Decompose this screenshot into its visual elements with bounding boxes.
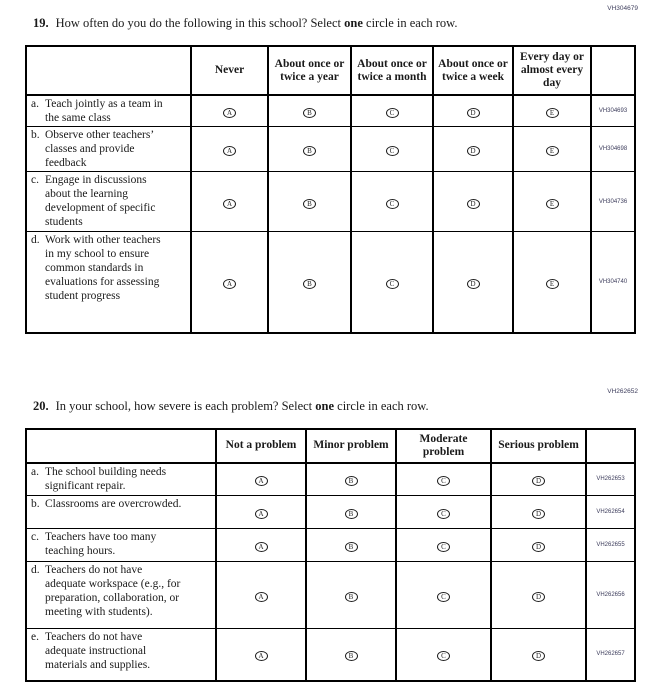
option-cell <box>351 95 433 127</box>
row-letter: b. <box>31 498 40 510</box>
question-20-table <box>25 428 636 682</box>
question-20-suffix: circle in each row. <box>334 398 429 413</box>
option-cell <box>191 95 268 127</box>
table-row <box>26 629 635 681</box>
question-20-section <box>0 387 649 682</box>
table-row <box>26 172 635 232</box>
table-row <box>26 95 635 127</box>
option-circle-a[interactable]: A <box>255 592 268 602</box>
code-column-header <box>591 46 635 95</box>
row-label-text: Classrooms are overcrowded. <box>45 498 182 510</box>
question-20-accession-code: VH262652 <box>607 387 638 395</box>
option-circle-c[interactable]: C <box>386 146 399 156</box>
option-circle-c[interactable]: C <box>386 108 399 118</box>
row-label <box>26 95 191 127</box>
option-cell <box>513 232 591 333</box>
option-circle-a[interactable]: A <box>255 509 268 519</box>
question-19-accession-code: VH304679 <box>607 5 638 12</box>
option-circle-c[interactable]: C <box>437 651 450 661</box>
row-label <box>26 529 216 562</box>
question-19-suffix: circle in each row. <box>362 16 458 30</box>
option-circle-c[interactable]: C <box>437 592 450 602</box>
column-header: About once or twice a month <box>351 46 433 95</box>
option-circle-c[interactable]: C <box>437 509 450 519</box>
row-label-text: Teachers do not have adequate workspace (e.g., for preparation, collaboration, or meeting with students). <box>45 564 181 618</box>
row-letter: c. <box>31 531 39 543</box>
option-circle-b[interactable]: B <box>303 146 316 156</box>
option-circle-d[interactable]: D <box>532 476 545 486</box>
option-circle-a[interactable]: A <box>223 108 236 118</box>
row-letter: b. <box>31 129 40 141</box>
option-cell <box>306 463 396 496</box>
option-cell <box>433 232 513 333</box>
table-row <box>26 529 635 562</box>
row-letter: c. <box>31 174 39 186</box>
question-20-number: 20. <box>33 398 49 413</box>
column-header: Never <box>191 46 268 95</box>
table-row <box>26 127 635 172</box>
option-circle-a[interactable]: A <box>223 146 236 156</box>
option-cell <box>491 496 586 529</box>
option-circle-b[interactable]: B <box>345 476 358 486</box>
option-cell <box>351 127 433 172</box>
question-20-prefix: In your school, how severe is each problem? Select <box>55 398 316 413</box>
option-cell <box>433 172 513 232</box>
row-label <box>26 463 216 496</box>
row-label-text: Work with other teachers in my school to ensure common standards in evaluations for assessing student progress <box>45 234 161 302</box>
option-circle-b[interactable]: B <box>345 509 358 519</box>
option-cell <box>306 562 396 629</box>
option-cell <box>216 562 306 629</box>
option-cell <box>268 95 351 127</box>
column-header: Moderate problem <box>396 429 491 463</box>
option-cell <box>396 463 491 496</box>
question-19-prefix: How often do you do the following in this school? Select <box>55 16 345 30</box>
option-circle-a[interactable]: A <box>223 279 236 289</box>
option-cell <box>268 232 351 333</box>
option-circle-c[interactable]: C <box>437 476 450 486</box>
row-code: VH262654 <box>586 496 635 529</box>
row-label <box>26 629 216 681</box>
question-20-text <box>33 399 635 414</box>
option-circle-b[interactable]: B <box>303 108 316 118</box>
option-circle-e[interactable]: E <box>546 279 559 289</box>
row-label-text: Teach jointly as a team in the same class <box>45 98 163 124</box>
option-circle-d[interactable]: D <box>532 651 545 661</box>
row-letter: d. <box>31 564 40 576</box>
option-circle-b[interactable]: B <box>303 199 316 209</box>
column-header: Serious problem <box>491 429 586 463</box>
option-cell <box>306 529 396 562</box>
option-circle-d[interactable]: D <box>532 542 545 552</box>
question-19-bold-word: one <box>344 16 363 30</box>
option-circle-a[interactable]: A <box>255 651 268 661</box>
option-cell <box>351 172 433 232</box>
table-row <box>26 562 635 629</box>
column-header: Not a problem <box>216 429 306 463</box>
row-letter: a. <box>31 98 39 110</box>
option-cell <box>396 496 491 529</box>
option-cell <box>306 496 396 529</box>
table-row <box>26 463 635 496</box>
column-header: Every day or almost every day <box>513 46 591 95</box>
option-circle-b[interactable]: B <box>345 592 358 602</box>
option-circle-a[interactable]: A <box>255 542 268 552</box>
row-label-text: The school building needs significant repair. <box>45 465 167 492</box>
table-row <box>26 232 635 333</box>
option-circle-d[interactable]: D <box>467 108 480 118</box>
option-circle-e[interactable]: E <box>546 199 559 209</box>
option-circle-e[interactable]: E <box>546 146 559 156</box>
question-19-number: 19. <box>33 16 49 30</box>
corner-cell <box>26 46 191 95</box>
row-label <box>26 562 216 629</box>
row-code: VH304740 <box>591 232 635 333</box>
row-label <box>26 172 191 232</box>
option-circle-a[interactable]: A <box>255 476 268 486</box>
option-cell <box>396 562 491 629</box>
option-cell <box>216 496 306 529</box>
option-circle-b[interactable]: B <box>345 651 358 661</box>
question-19-section <box>0 0 649 334</box>
option-circle-d[interactable]: D <box>467 146 480 156</box>
option-cell <box>216 529 306 562</box>
column-header: About once or twice a year <box>268 46 351 95</box>
row-code: VH304693 <box>591 95 635 127</box>
row-code: VH262656 <box>586 562 635 629</box>
row-letter: a. <box>31 465 39 478</box>
option-cell <box>513 95 591 127</box>
option-cell <box>191 127 268 172</box>
option-cell <box>513 127 591 172</box>
option-cell <box>351 232 433 333</box>
option-cell <box>216 463 306 496</box>
corner-cell <box>26 429 216 463</box>
option-circle-c[interactable]: C <box>386 279 399 289</box>
option-circle-d[interactable]: D <box>467 199 480 209</box>
row-code: VH304736 <box>591 172 635 232</box>
option-cell <box>513 172 591 232</box>
option-circle-c[interactable]: C <box>437 542 450 552</box>
row-label <box>26 232 191 333</box>
option-cell <box>491 562 586 629</box>
table-row <box>26 496 635 529</box>
row-letter: e. <box>31 631 39 643</box>
option-cell <box>433 95 513 127</box>
option-circle-c[interactable]: C <box>386 199 399 209</box>
option-cell <box>216 629 306 681</box>
row-label <box>26 127 191 172</box>
row-code: VH262655 <box>586 529 635 562</box>
row-label-text: Teachers do not have adequate instructional materials and supplies. <box>45 631 151 671</box>
option-cell <box>433 127 513 172</box>
option-cell <box>491 463 586 496</box>
row-label-text: Engage in discussions about the learning development of specific students <box>45 174 156 228</box>
row-letter: d. <box>31 234 40 246</box>
option-circle-d[interactable]: D <box>532 509 545 519</box>
option-cell <box>306 629 396 681</box>
row-code: VH262657 <box>586 629 635 681</box>
question-19-table <box>25 45 636 334</box>
option-cell <box>191 232 268 333</box>
option-cell <box>268 127 351 172</box>
question-20-bold-word: one <box>315 398 335 413</box>
option-cell <box>491 529 586 562</box>
option-cell <box>268 172 351 232</box>
option-circle-b[interactable]: B <box>345 542 358 552</box>
row-label <box>26 496 216 529</box>
option-cell <box>491 629 586 681</box>
row-label-text: Observe other teachers’ classes and provide feedback <box>45 129 154 169</box>
code-column-header <box>586 429 635 463</box>
option-circle-d[interactable]: D <box>532 592 545 602</box>
option-circle-b[interactable]: B <box>303 279 316 289</box>
row-code: VH304698 <box>591 127 635 172</box>
option-circle-e[interactable]: E <box>546 108 559 118</box>
question-19-text <box>33 16 635 31</box>
option-cell <box>396 629 491 681</box>
option-circle-d[interactable]: D <box>467 279 480 289</box>
row-code: VH262653 <box>586 463 635 496</box>
option-cell <box>396 529 491 562</box>
row-label-text: Teachers have too many teaching hours. <box>45 531 157 557</box>
option-cell <box>191 172 268 232</box>
column-header: About once or twice a week <box>433 46 513 95</box>
option-circle-a[interactable]: A <box>223 199 236 209</box>
column-header: Minor problem <box>306 429 396 463</box>
